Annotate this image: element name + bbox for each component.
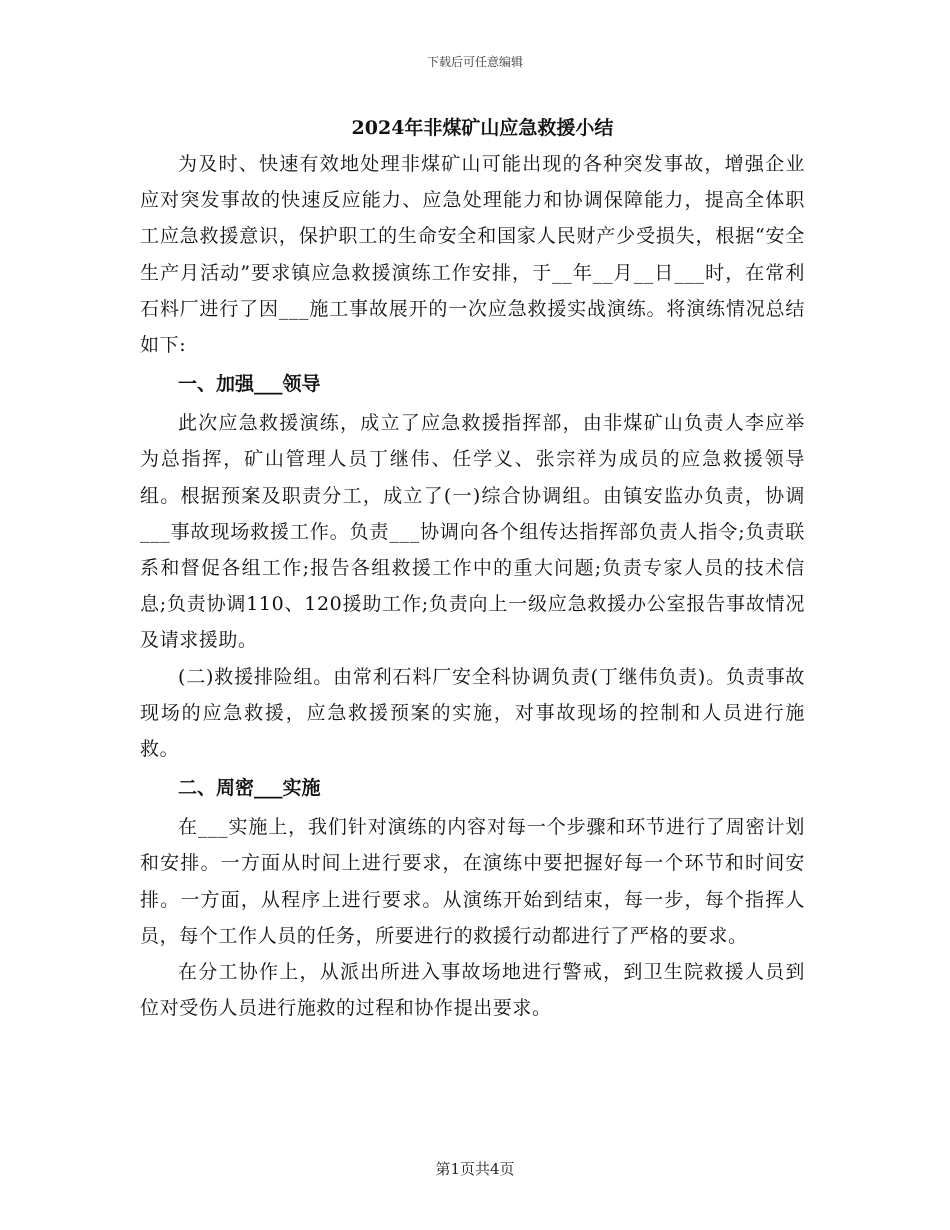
paragraph-intro: 为及时、快速有效地处理非煤矿山可能出现的各种突发事故，增强企业应对突发事故的快速反应能力、应急处理能力和协调保障能力，提高全体职工应急救援意识，保护职工的生命安全和国家人民财产少受损失，根据“安全生产月活动”要求镇应急救援演练工作安排，于__年__月__日___时，在常利石料厂进行了因___施工事故展开的一次应急救援实战演练。将演练情况总结如下: xyxy=(140,153,805,357)
document-title: 2024年非煤矿山应急救援小结 xyxy=(351,117,614,139)
section-heading-2: 二、周密___实施 xyxy=(178,777,321,800)
header-note: 下载后可任意编辑 xyxy=(426,55,523,69)
document-body xyxy=(140,110,805,1026)
paragraph-section2-2: 在分工协作上，从派出所进入事故场地进行警戒，到卫生院救援人员到位对受伤人员进行施救的过程和协作提出要求。 xyxy=(140,961,805,1020)
section-heading-1: 一、加强___领导 xyxy=(178,373,321,396)
paragraph-section2-1: 在___实施上，我们针对演练的内容对每一个步骤和环节进行了周密计划和安排。一方面从时间上进行要求，在演练中要把握好每一个环节和时间安排。一方面，从程序上进行要求。从演练开始到结束，每一步，每个指挥人员，每个工作人员的任务，所要进行的救援行动都进行了严格的要求。 xyxy=(140,816,805,947)
paragraph-section1-1: 此次应急救援演练，成立了应急救援指挥部，由非煤矿山负责人李应举为总指挥，矿山管理人员丁继伟、任学义、张宗祥为成员的应急救援领导组。根据预案及职责分工，成立了(一)综合协调组。由镇安监办负责，协调___事故现场救援工作。负责___协调向各个组传达指挥部负责人指令;负责联系和督促各组工作;报告各组救援工作中的重大问题;负责专家人员的技术信息;负责协调110、120援助工作;负责向上一级应急救援办公室报告事故情况及请求援助。 xyxy=(140,412,805,652)
page-footer: 第1页共4页 xyxy=(435,1160,515,1178)
paragraph-section1-2: (二)救援排险组。由常利石料厂安全科协调负责(丁继伟负责)。负责事故现场的应急救援，应急救援预案的实施，对事故现场的控制和人员进行施救。 xyxy=(140,665,805,761)
